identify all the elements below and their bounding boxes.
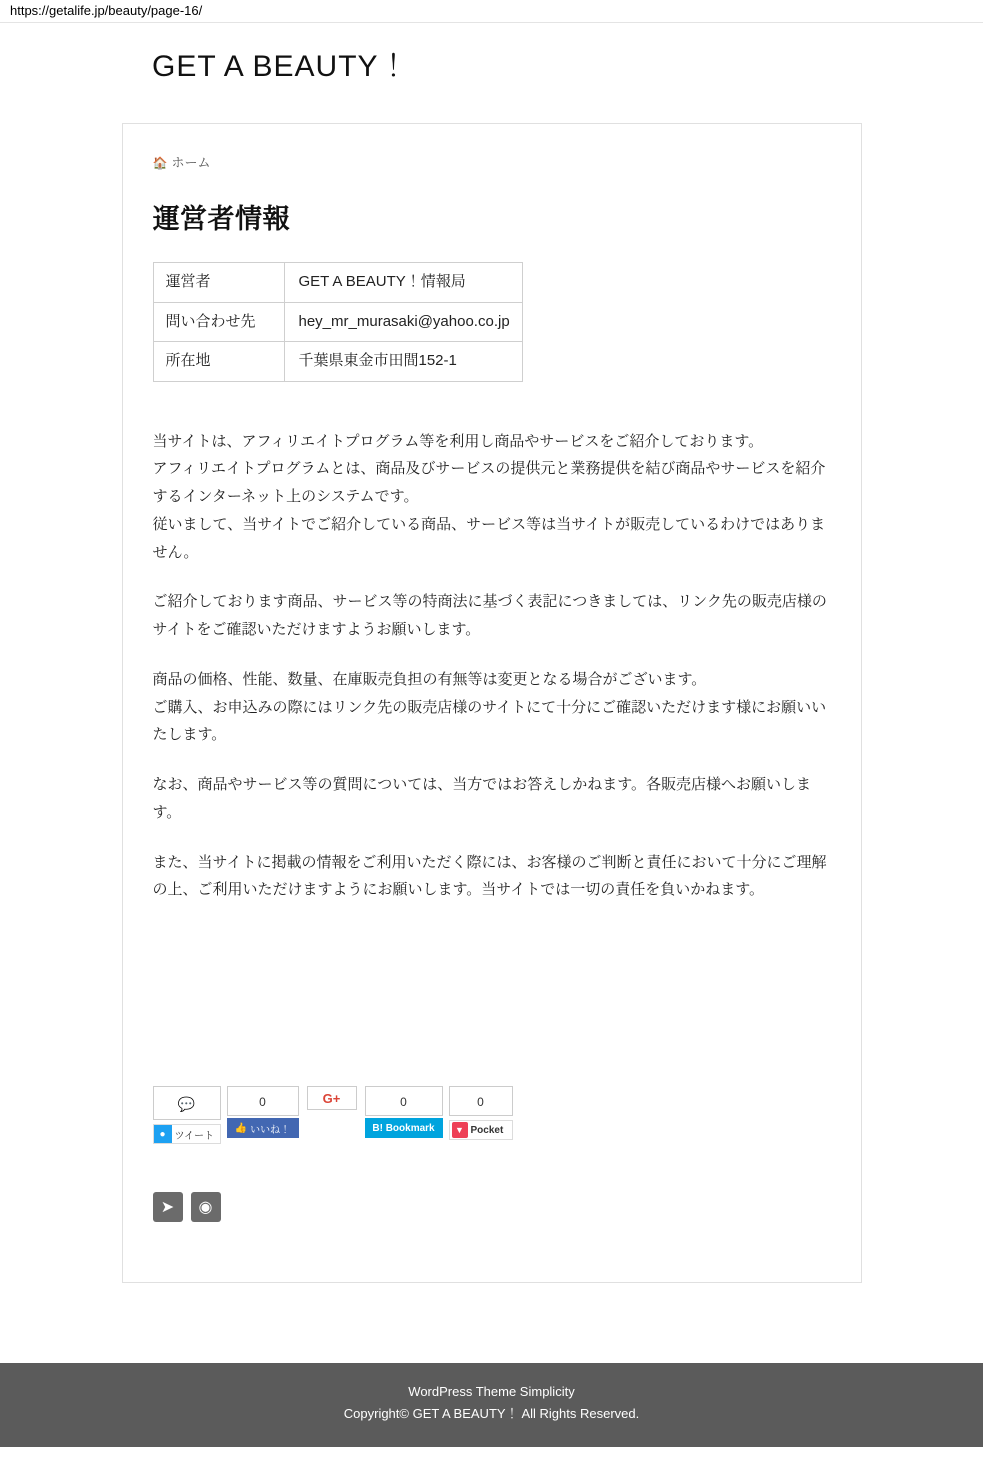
table-cell-value: hey_mr_murasaki@yahoo.co.jp bbox=[284, 302, 522, 342]
pocket-icon: ▼ bbox=[452, 1122, 468, 1138]
table-cell-label: 運営者 bbox=[153, 263, 284, 303]
paragraph: なお、商品やサービス等の質問については、当方ではお答えしかねます。各販売店様へお願いします。 bbox=[152, 776, 812, 821]
googleplus-share[interactable] bbox=[307, 1086, 357, 1110]
url-text: https://getalife.jp/beauty/page-16/ bbox=[10, 3, 203, 18]
pocket-share[interactable] bbox=[449, 1086, 513, 1140]
facebook-label: いいね！ bbox=[250, 1124, 291, 1136]
thumbs-up-icon: 👍 bbox=[234, 1122, 248, 1134]
site-header bbox=[0, 23, 983, 111]
facebook-count: 0 bbox=[227, 1086, 299, 1116]
article-body bbox=[153, 428, 831, 905]
hatena-share[interactable] bbox=[365, 1086, 443, 1138]
twitter-share[interactable] bbox=[153, 1086, 221, 1144]
table-cell-value: GET A BEAUTY！情報局 bbox=[284, 263, 522, 303]
operator-info-table bbox=[153, 262, 523, 382]
content-spacer bbox=[153, 926, 831, 1076]
hatena-count: 0 bbox=[365, 1086, 443, 1116]
table-row bbox=[153, 302, 522, 342]
footer-copyright: Copyright© GET A BEAUTY！ All Rights Reserved. bbox=[343, 1406, 640, 1422]
follow-buttons bbox=[153, 1192, 831, 1222]
footer-theme-line: WordPress Theme Simplicity bbox=[408, 1384, 575, 1399]
table-cell-label: 所在地 bbox=[153, 342, 284, 382]
paragraph: また、当サイトに掲載の情報をご利用いただく際には、お客様のご判断と責任において十分にご理解の上、ご利用いただけますようにお願いします。当サイトでは一切の責任を負いかねます。 bbox=[152, 853, 827, 899]
hatena-bookmark-button[interactable]: B! Bookmark bbox=[365, 1118, 443, 1138]
browser-url-bar[interactable] bbox=[0, 0, 983, 23]
twitter-icon: ● bbox=[154, 1125, 172, 1143]
table-cell-value: 千葉県東金市田間152-1 bbox=[284, 342, 522, 382]
pocket-count: 0 bbox=[449, 1086, 513, 1116]
facebook-share[interactable] bbox=[227, 1086, 299, 1138]
twitter-tweet-button[interactable] bbox=[153, 1124, 221, 1144]
feedly-icon[interactable]: ➤ bbox=[153, 1192, 183, 1222]
paragraph: 当サイトは、アフィリエイトプログラム等を利用し商品やサービスをご紹介しております。 アフィリエイトプログラムとは、商品及びサービスの提供元と業務提供を結び商品やサービスを紹介するインターネット上のシステムです。 従いまして、当サイトでご紹介している商品、サービス等は当サイトが販売しているわけではありません。 bbox=[152, 432, 826, 561]
pocket-label: Pocket bbox=[470, 1124, 504, 1136]
twitter-label: ツイート bbox=[174, 1130, 214, 1142]
content-card bbox=[122, 123, 862, 1283]
table-row bbox=[153, 342, 522, 382]
breadcrumb-home-link[interactable]: ホーム bbox=[171, 155, 211, 170]
page-title: 運営者情報 bbox=[152, 204, 290, 234]
rss-icon[interactable]: ◉ bbox=[191, 1192, 221, 1222]
paragraph: ご紹介しております商品、サービス等の特商法に基づく表記につきましては、リンク先の販売店様のサイトをご確認いただけますようお願いします。 bbox=[152, 593, 827, 638]
site-footer bbox=[0, 1363, 983, 1447]
breadcrumb bbox=[153, 152, 831, 171]
paragraph: 商品の価格、性能、数量、在庫販売負担の有無等は変更となる場合がございます。 ご購入、お申込みの際にはリンク先の販売店様のサイトにて十分にご確認いただけます様にお願いいたします。 bbox=[152, 670, 827, 744]
share-buttons bbox=[153, 1086, 831, 1166]
table-cell-label: 問い合わせ先 bbox=[153, 302, 284, 342]
site-title[interactable]: GET A BEAUTY！ bbox=[152, 50, 410, 83]
home-icon: 🏠 bbox=[152, 156, 168, 170]
comment-icon[interactable]: 💬 bbox=[153, 1086, 221, 1120]
table-row bbox=[153, 263, 522, 303]
pocket-button[interactable] bbox=[449, 1120, 513, 1140]
google-plus-icon[interactable]: G+ bbox=[307, 1086, 357, 1110]
facebook-like-button[interactable] bbox=[227, 1118, 299, 1138]
